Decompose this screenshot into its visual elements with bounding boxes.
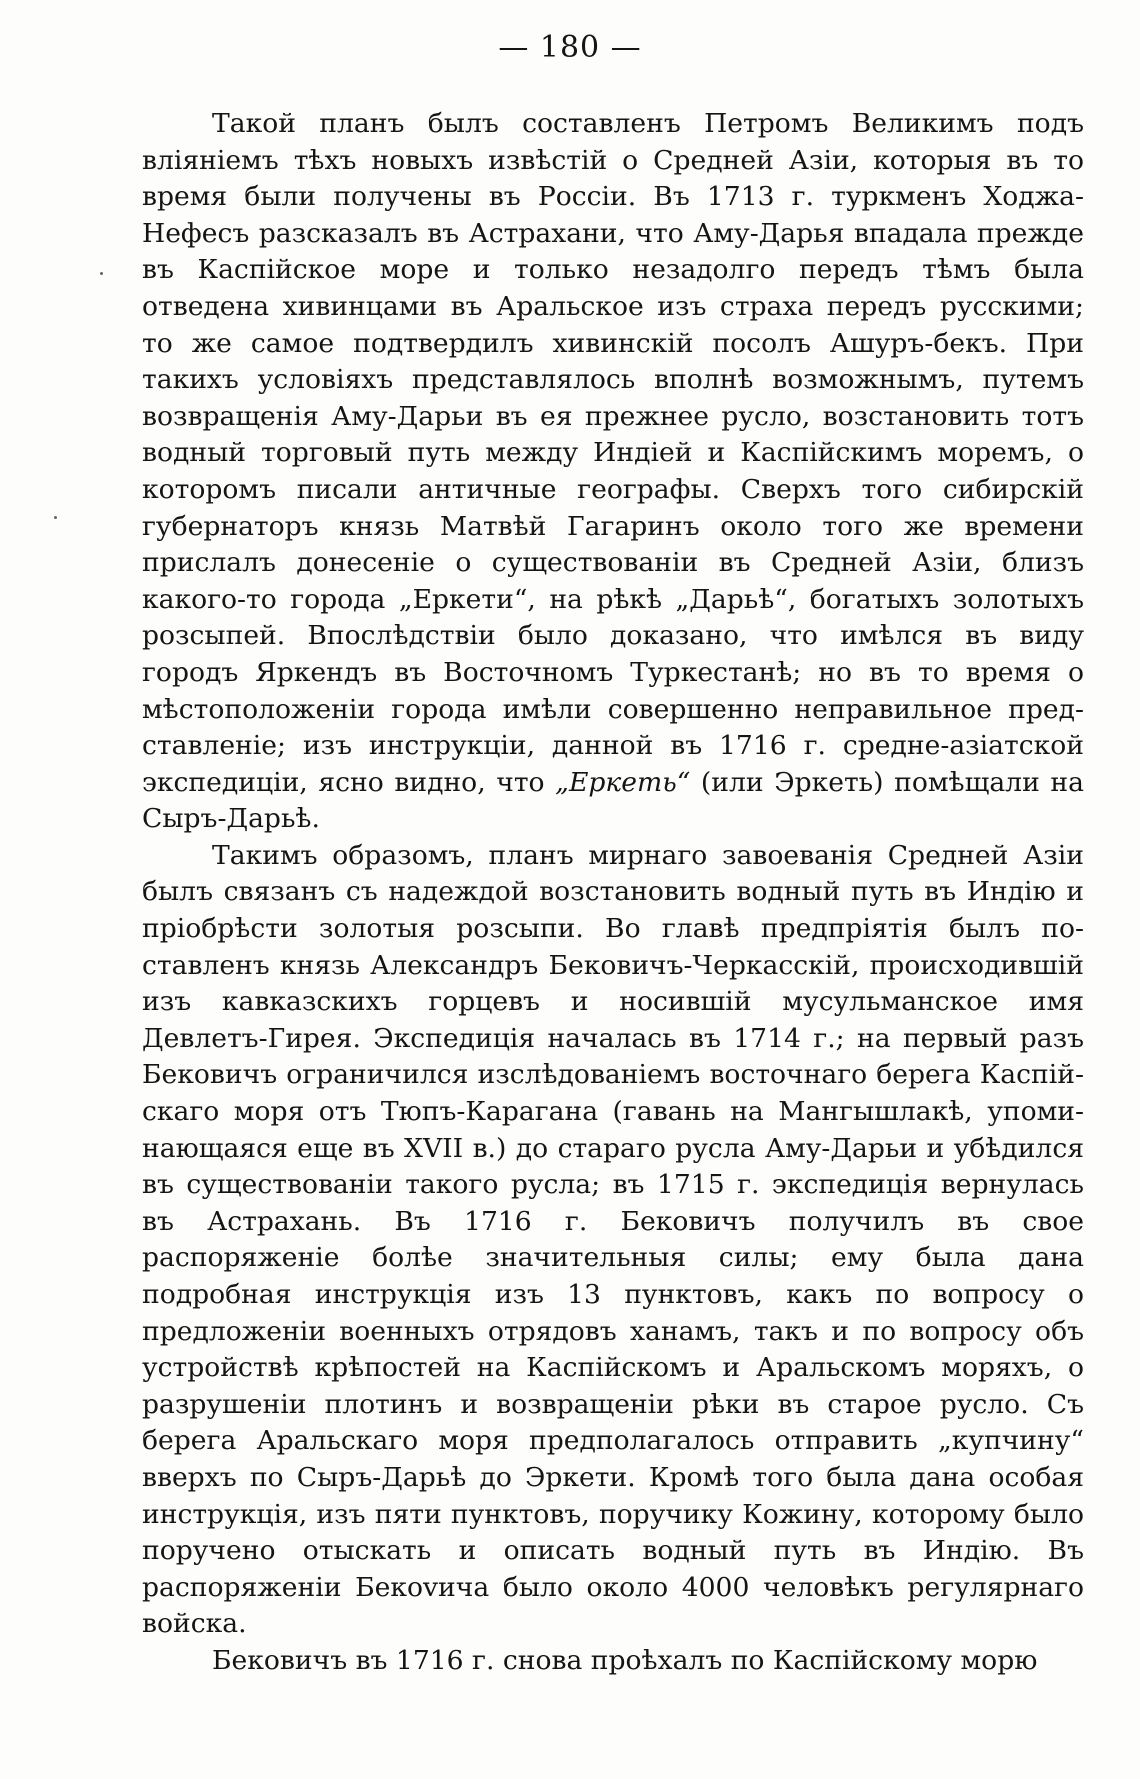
- paragraph-1-ending: (или Эркеть) помѣщали на Сыръ-Дарьѣ.: [142, 766, 1084, 835]
- body-text: [142, 106, 1084, 1680]
- page-number: — 180 —: [498, 30, 642, 65]
- paragraph-3: Бековичъ въ 1716 г. снова проѣхалъ по Каспiйскому морю: [212, 1644, 1038, 1676]
- paragraph-1: [142, 106, 1084, 838]
- paragraph-2: Такимъ образомъ, планъ мирнаго завоеванiя Средней Азiи былъ связанъ съ надеждой возстановить водный путь въ Индiю и прiобрѣсти золотыя розсыпи. Во главѣ предпрiятiя былъ поставленъ князь Александръ Бековичъ-Черкасскiй, происходившiй изъ кавказскихъ горцевъ и носившiй мусульманское имя Девлетъ-Гирея. Экспедицiя началась въ 1714 г.; на первый разъ Бековичъ ограничился изслѣдованiемъ восточнаго берега Каспiйскаго моря отъ Тюпъ-Карагана (гавань на Мангышлакѣ, упоминающаяся еще въ XVII в.) до стараго русла Аму-Дарьи и убѣдился въ существованiи такого русла; въ 1715 г. экспедицiя вернулась въ Астрахань. Въ 1716 г. Бековичъ получилъ въ свое распоряженiе болѣе значительныя силы; ему была дана подробная инструкцiя изъ 13 пунктовъ, какъ по вопросу о предложенiи военныхъ отрядовъ ханамъ, такъ и по вопросу объ устройствѣ крѣпостей на Каспiйскомъ и Аральскомъ моряхъ, о разрушенiи плотинъ и возвращенiи рѣки въ старое русло. Съ берега Аральскаго моря предполагалось отправить „купчину“ вверхъ по Сыръ-Дарьѣ до Эркети. Кромѣ того была дана особая инструкцiя, изъ пяти пунктовъ, поручику Кожину, которому было поручено отыскать и описать водный путь въ Индiю. Въ распоряженiи Бекоvича было около 4000 человѣкъ регулярнаго войска.: [142, 839, 1084, 1640]
- paragraph-1-emphasis: „Еркеть“: [555, 766, 691, 798]
- scan-speck: [100, 272, 103, 275]
- paragraph-1-text: Такой планъ былъ составленъ Петромъ Великимъ подъ влiянiемъ тѣхъ новыхъ извѣстiй о Средней Азiи, которыя въ то время были получены въ Россiи. Въ 1713 г. туркменъ Ходжа-Нефесъ разсказалъ въ Астрахани, что Аму-Дарья впадала прежде въ Каспiйское море и только незадолго передъ тѣмъ была отведена хивинцами въ Аральское изъ страха передъ русскими; то же самое подтвердилъ хивинскiй посолъ Ашуръ-бекъ. При такихъ условiяхъ представлялось вполнѣ возможнымъ, путемъ возвращенiя Аму-Дарьи въ ея прежнее русло, возстановить тотъ водный торговый путь между Индiей и Каспiйскимъ моремъ, о которомъ писали античные географы. Сверхъ того сибирскiй губернаторъ князь Матвѣй Гагаринъ около того же времени прислалъ донесенiе о существованiи въ Средней Азiи, близъ какого-то города „Еркети“, на рѣкѣ „Дарьѣ“, богатыхъ золотыхъ розсыпей. Впослѣдствiи было доказано, что имѣлся въ виду городъ Яркендъ въ Восточномъ Туркестанѣ; но въ то время о мѣстоположенiи города имѣли совершенно неправильное представленiе; изъ инструкцiи, данной въ 1716 г. средне-азiатской экспедицiи, ясно видно, что: [142, 108, 1084, 798]
- scan-speck: [54, 516, 57, 519]
